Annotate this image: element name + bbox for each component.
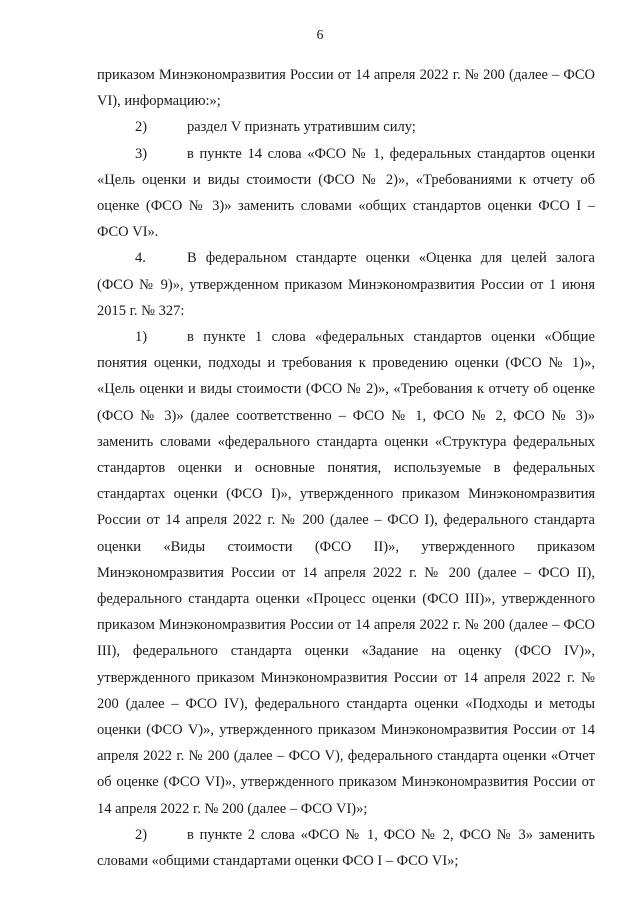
paragraph-text: в пункте 1 слова «федеральных стандартов оценки «Общие понятия оценки, подходы и требования к проведению оценки (ФСО № 1)», «Цель оценки и виды стоимости (ФСО № 2)», «Требования к отчету об оценке (ФСО № 3)» (далее соответственно – ФСО № 1, ФСО № 2, ФСО № 3)» заменить словами «федерального стандарта оценки «Структура федеральных стандартов оценки и основные понятия, используемые в федеральных стандартах оценки (ФСО I)», утвержденного приказом Минэкономразвития России от 14 апреля 2022 г. № 200 (далее – ФСО I), федерального стандарта оценки «Виды стоимости (ФСО II)», утвержденного приказом Минэкономразвития России от 14 апреля 2022 г. № 200 (далее – ФСО II), федерального стандарта оценки «Процесс оценки (ФСО III)», утвержденного приказом Минэкономразвития России от 14 апреля 2022 г. № 200 (далее – ФСО III), федерального стандарта оценки «Задание на оценку (ФСО IV)», утвержденного приказом Минэкономразвития России от 14 апреля 2022 г. № 200 (далее – ФСО IV), федерального стандарта оценки «Подходы и методы оценки (ФСО V)», утвержденного приказом Минэкономразвития России от 14 апреля 2022 г. № 200 (далее – ФСО V), федерального стандарта оценки «Отчет об оценке (ФСО VI)», утвержденного приказом Минэкономразвития России от 14 апреля 2022 г. № 200 (далее – ФСО VI)»;	[97, 329, 595, 817]
paragraph-text: приказом Минэкономразвития России от 14 апреля 2022 г. № 200 (далее – ФСО VI), информацию:»;	[97, 67, 595, 110]
paragraph-item	[97, 822, 595, 874]
paragraph-continuation	[97, 62, 595, 114]
paragraph-text: в пункте 14 слова «ФСО № 1, федеральных стандартов оценки «Цель оценки и виды стоимости (ФСО № 2)», «Требованиями к отчету об оценке (ФСО № 3)» заменить словами «общих стандартов оценки ФСО I – ФСО VI».	[97, 145, 595, 241]
item-number: 4.	[135, 250, 146, 267]
paragraph-text: В федеральном стандарте оценки «Оценка для целей залога (ФСО № 9)», утвержденном приказом Минэкономразвития России от 1 июня 2015 г. № 327:	[97, 250, 595, 319]
paragraph-item	[97, 324, 595, 822]
paragraph-item	[97, 114, 595, 140]
paragraph-item	[97, 245, 595, 324]
paragraph-text: в пункте 2 слова «ФСО № 1, ФСО № 2, ФСО № 3» заменить словами «общими стандартами оценки ФСО I – ФСО VI»;	[97, 826, 595, 870]
item-number: 2)	[135, 119, 148, 136]
paragraph-text: раздел V признать утратившим силу;	[187, 119, 416, 136]
item-number: 3)	[135, 145, 148, 162]
item-number: 2)	[135, 826, 148, 843]
paragraph-item	[97, 141, 595, 246]
item-number: 1)	[135, 329, 148, 346]
document-body	[97, 62, 595, 874]
page-number: 6	[316, 27, 324, 42]
